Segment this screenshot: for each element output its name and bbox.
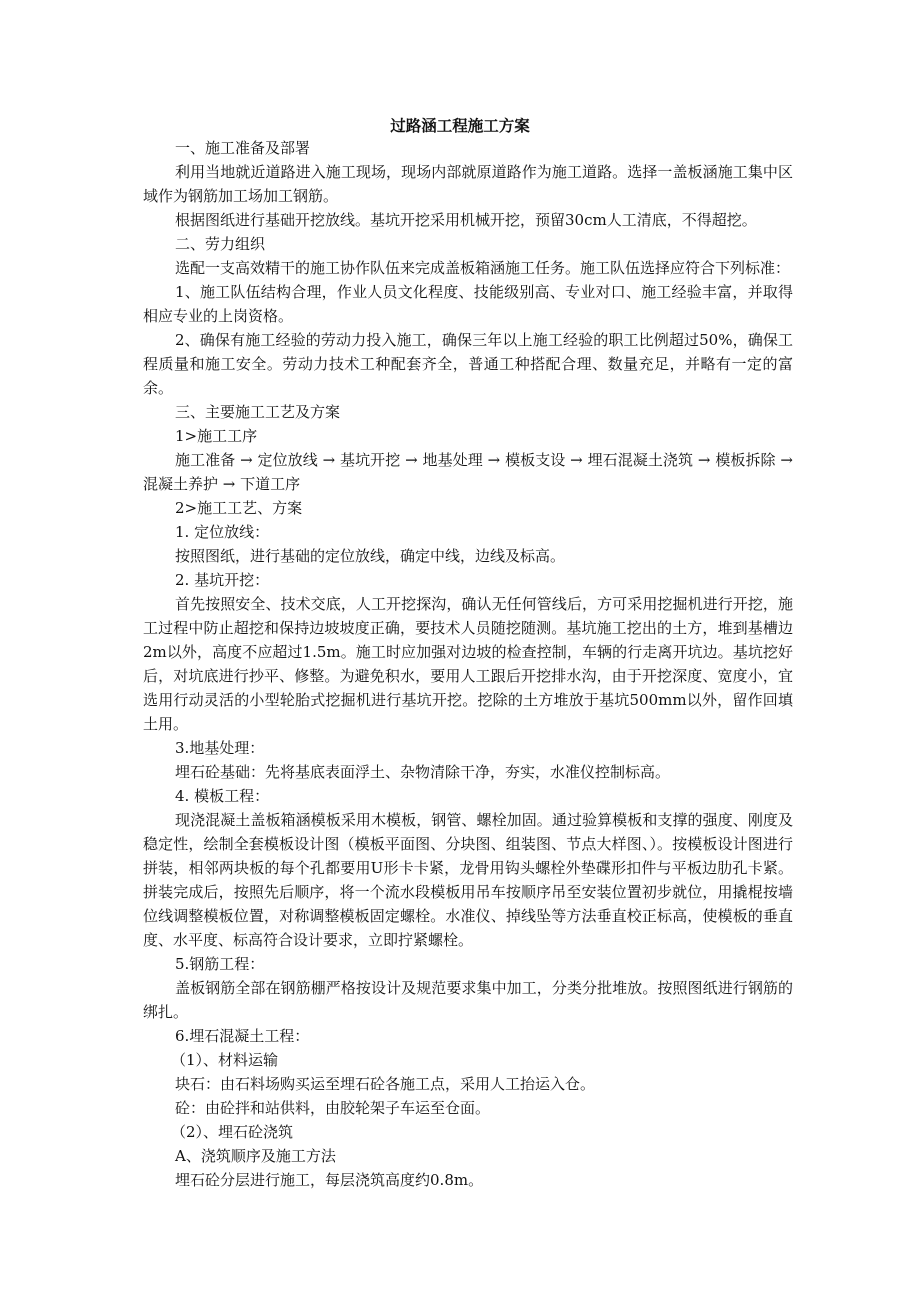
paragraph: 选配一支高效精干的施工协作队伍来完成盖板箱涵施工任务。施工队伍选择应符合下列标准： bbox=[175, 259, 791, 277]
item-heading: 2. 基坑开挖： bbox=[175, 571, 270, 589]
section-heading: 三、主要施工工艺及方案 bbox=[175, 403, 341, 421]
sub-item-heading: A、浇筑顺序及施工方法 bbox=[175, 1147, 336, 1165]
paragraph: 1、施工队伍结构合理，作业人员文化程度、技能级别高、专业对口、施工经验丰富，并取得相应专业的上岗资格。 bbox=[143, 283, 793, 325]
paragraph: 块石：由石料场购买运至埋石砼各施工点，采用人工抬运入仓。 bbox=[175, 1075, 596, 1093]
paragraph: 2、确保有施工经验的劳动力投入施工，确保三年以上施工经验的职工比例超过50%，确保工程质量和施工安全。劳动力技术工种配套齐全，普通工种搭配合理、数量充足，并略有一定的富余。 bbox=[143, 331, 793, 397]
paragraph: 砼：由砼拌和站供料，由胶轮架子车运至仓面。 bbox=[175, 1099, 491, 1117]
process-flow: 施工准备 → 定位放线 → 基坑开挖 → 地基处理 → 模板支设 → 埋石混凝土浇筑 → 模板拆除 → 混凝土养护 → 下道工序 bbox=[143, 451, 793, 493]
sub-item-heading: （2）、埋石砼浇筑 bbox=[171, 1123, 294, 1141]
item-heading: 6.埋石混凝土工程： bbox=[175, 1027, 310, 1045]
item-heading: 1. 定位放线： bbox=[175, 523, 270, 541]
subsection-heading: 1>施工工序 bbox=[175, 427, 258, 445]
subsection-heading: 2>施工工艺、方案 bbox=[175, 499, 303, 517]
document-title: 过路涵工程施工方案 bbox=[390, 116, 530, 135]
paragraph: 按照图纸，进行基础的定位放线，确定中线，边线及标高。 bbox=[175, 547, 566, 565]
section-heading: 二、劳力组织 bbox=[175, 235, 266, 253]
paragraph: 埋石砼分层进行施工，每层浇筑高度约0.8m。 bbox=[175, 1171, 484, 1189]
paragraph: 利用当地就近道路进入施工现场，现场内部就原道路作为施工道路。选择一盖板涵施工集中区域作为钢筋加工场加工钢筋。 bbox=[143, 163, 793, 205]
paragraph: 首先按照安全、技术交底，人工开挖探沟，确认无任何管线后，方可采用挖掘机进行开挖，施工过程中防止超挖和保持边坡坡度正确，要技术人员随挖随测。基坑施工挖出的土方，堆到基槽边2m以外，高度不应超过1.5m。施工时应加强对边坡的检查控制，车辆的行走离开坑边。基坑挖好后，对坑底进行抄平、修整。为避免积水，要用人工跟后开挖排水沟，由于开挖深度、宽度小，宜选用行动灵活的小型轮胎式挖掘机进行基坑开挖。挖除的土方堆放于基坑500mm以外，留作回填土用。 bbox=[143, 595, 793, 733]
item-heading: 4. 模板工程： bbox=[175, 787, 270, 805]
paragraph: 现浇混凝土盖板箱涵模板采用木模板，钢管、螺栓加固。通过验算模板和支撑的强度、刚度及稳定性，绘制全套模板设计图（模板平面图、分块图、组装图、节点大样图、）。按模板设计图进行拼装，相邻两块板的每个孔都要用U形卡卡紧，龙骨用钩头螺栓外垫碟形扣件与平板边肋孔卡紧。拼装完成后，按照先后顺序，将一个流水段模板用吊车按顺序吊至安装位置初步就位，用撬棍按墙位线调整模板位置，对称调整模板固定螺栓。水准仪、掉线坠等方法垂直校正标高，使模板的垂直度、水平度、标高符合设计要求，立即拧紧螺栓。 bbox=[143, 811, 793, 949]
item-heading: 5.钢筋工程： bbox=[175, 955, 265, 973]
section-heading: 一、施工准备及部署 bbox=[175, 139, 311, 157]
paragraph: 盖板钢筋全部在钢筋棚严格按设计及规范要求集中加工，分类分批堆放。按照图纸进行钢筋的绑扎。 bbox=[143, 979, 793, 1021]
paragraph: 埋石砼基础：先将基底表面浮土、杂物清除干净，夯实，水准仪控制标高。 bbox=[175, 763, 671, 781]
document-body bbox=[143, 136, 793, 1192]
paragraph: 根据图纸进行基础开挖放线。基坑开挖采用机械开挖，预留30cm人工清底，不得超挖。 bbox=[175, 211, 757, 229]
item-heading: 3.地基处理： bbox=[175, 739, 265, 757]
sub-item-heading: （1）、材料运输 bbox=[171, 1051, 279, 1069]
